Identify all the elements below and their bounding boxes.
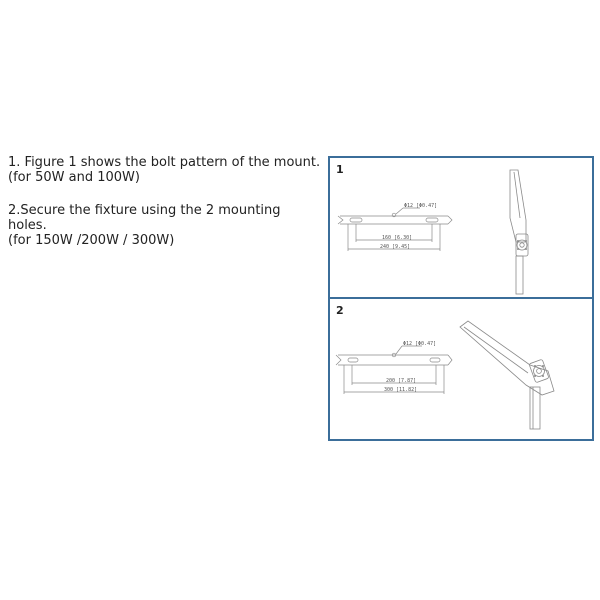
figure-2-inner-dim: 200 [7.87] xyxy=(386,378,417,384)
instruction-line-1: 1. Figure 1 shows the bolt pattern of the mount. xyxy=(8,155,321,170)
figure-1-drawing xyxy=(330,158,592,297)
figure-1-number: 1 xyxy=(336,163,344,176)
figure-2-hole-label: Φ12 [Φ0.47] xyxy=(403,341,437,347)
figure-frame xyxy=(328,156,594,441)
instruction-line-2: (for 50W and 100W) xyxy=(8,170,140,185)
figure-1-outer-dim: 240 [9.45] xyxy=(380,244,411,250)
figure-2-number: 2 xyxy=(336,304,344,317)
figure-2-panel xyxy=(330,299,592,439)
figure-1-hole-label: Φ12 [Φ0.47] xyxy=(404,203,438,209)
figure-1-inner-dim: 160 [6.30] xyxy=(382,235,413,241)
instruction-line-4: holes. xyxy=(8,218,47,233)
instruction-line-5: (for 150W /200W / 300W) xyxy=(8,233,175,248)
instructions-text xyxy=(8,155,326,248)
figure-2-drawing xyxy=(330,299,592,439)
figure-1-panel xyxy=(330,158,592,299)
figure-2-outer-dim: 300 [11.82] xyxy=(384,387,418,393)
instruction-line-3: 2.Secure the fixture using the 2 mounting xyxy=(8,203,281,218)
